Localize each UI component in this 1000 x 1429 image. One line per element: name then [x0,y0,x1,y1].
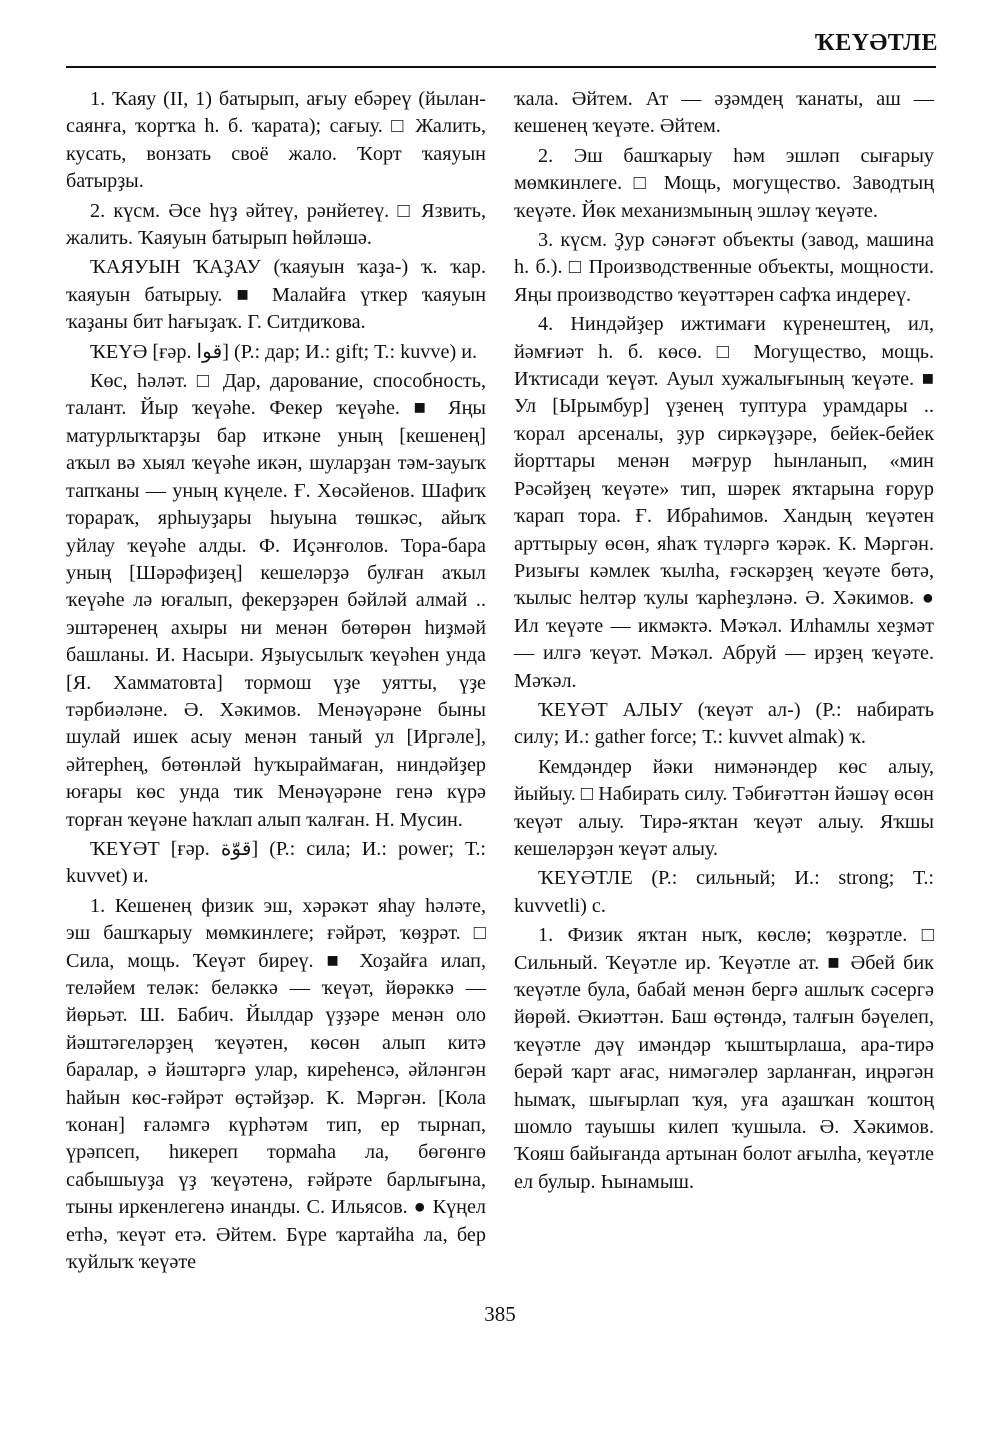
entry-paragraph: ҠЕҮӘТ [ғәр. قوّة] (Р.: сила; И.: power; Т.: kuvvet) и. [66,837,486,888]
header-rule [66,66,936,68]
entry-paragraph: 1. Физик яҡтан ныҡ, көслө; ҡөҙрәтле. □ Сильный. Ҡеүәтле ир. Ҡеүәтле ат. ■ Әбей бик ҡеүәтле була, бабай менән бергә ашлыҡ сәсергә йөрөй. Әкиәттән. Баш өҫтөндә, талғын бәүелеп, ҡеүәтле дәү имәндәр ҡыштырлаша, ара-тирә берәй ҡарт ағас, нимәгәлер зарланған, иңрәгән һымаҡ, шығырлап ҡуя, уға аҙашҡан ҡоштоң шомло тауышы килеп ҡушыла. Ә. Хәкимов. Ҡояш байығанда артынан болот ағылһа, ҡеүәтле ел булыр. Һынамыш. [514,924,934,1193]
entry-paragraph: 3. күсм. Ҙур сәнәғәт объекты (завод, машина һ. б.). □ Производственные объекты, мощности. Яңы производство ҡеүәттәрен сафҡа индереү. [514,229,934,306]
entry-paragraph: ҠЕҮӘ [ғәр. قوا] (Р.: дар; И.: gift; Т.: kuvve) и. [90,340,478,363]
entry-paragraph: 2. күсм. Әсе һүҙ әйтеү, рәнйетеү. □ Язвить, жалить. Ҡаяуын батырып һөйләшә. [66,199,486,250]
entry-paragraph: ҡала. Әйтем. Ат — әҙәмдең ҡанаты, аш — кешенең ҡеүәте. Әйтем. [514,88,934,138]
page-number: 385 [484,1302,516,1326]
right-column [514,86,934,1196]
entry-paragraph: 4. Ниндәйҙер ижтимағи күренештең, ил, йәмғиәт һ. б. көсө. □ Могущество, мощь. Иҡтисади ҡеүәт. Ауыл хужалығының ҡеүәте. ■ Ул [Ырымбур] үҙенең туптура урамдары .. ҡорал арсеналы, ҙур сиркәүҙәре, бейек-бейек йорттары менән мәғрур һынланып, «мин Рәсәйҙең ҡеүәте» тип, шәрек яҡтарына ғорур ҡарап тора. Ғ. Ибраһимов. Хандың ҡеүәтен арттырыу өсөн, яһаҡ түләргә ҡәрәк. К. Мәргән. Ризығы кәмлек ҡылһа, ғәскәрҙең ҡеүәте бөтә, ҡылыс һелтәр ҡулы ҡарһеҙләнә. Ә. Хәкимов. ● Ил ҡеүәте — икмәктә. Мәҡәл. Илһамлы хеҙмәт — илгә ҡеүәт. Мәҡәл. Абруй — ирҙең ҡеүәте. Мәҡәл. [514,313,934,692]
entry-paragraph: 1. Кешенең физик эш, хәрәкәт яһау һәләте, эш башҡарыу мөмкинлеге; ғәйрәт, ҡөҙрәт. □ Сила, мощь. Ҡеүәт биреү. ■ Хоҙайға илап, теләйем теләк: беләккә — ҡеүәт, йөрәккә — йөрьәт. Ш. Бабич. Йылдар үҙҙәре менән оло йәштәгеләрҙең ҡеүәтен, көсөн алып китә баралар, ә йәштәргә улар, киреһенсә, әйләнгән һайын көс-ғәйрәт өҫтәйҙәр. К. Мәргән. [Кола ҡонан] ғаләмгә күрһәтәм тип, ер тырнап, үрәпсеп, һикереп тормаһа ла, бөгөнгө сабышыуҙа үҙ ҡеүәтенә, ғәйрәте барлығына, тыны иркенлегенә инанды. С. Ильясов. ● Күңел етһә, ҡеүәт етә. Әйтем. Бүре ҡартайһа ла, бер ҡуйлыҡ ҡеүәте [66,894,486,1274]
entry-paragraph: ҠАЯУЫН ҠАҘАУ (ҡаяуын ҡаҙа-) ҡ. ҡар. ҡаяуын батырыу. ■ Малайға үткер ҡаяуын ҡаҙаны бит һағыҙаҡ. Г. Ситдиҡова. [66,256,486,334]
running-head: ҠЕҮӘТЛЕ [814,30,938,56]
entry-paragraph: 1. Ҡаяу (II, 1) батырып, ағыу ебәреү (йылан-саянға, ҡортҡа һ. б. ҡарата); сағыу. □ Жалить, кусать, вонзать своё жало. Ҡорт ҡаяуын батырҙы. [66,88,486,193]
entry-paragraph: Кемдәндер йәки нимәнәндер көс алыу, йыйыу. □ Набирать силу. Тәбиғәттән йәшәү өсөн ҡеүәт алыу. Тирә-яҡтан ҡеүәт алыу. Яҡшы кешеләрҙән ҡеүәт алыу. [514,755,934,860]
left-column [66,86,486,1276]
entry-paragraph: ҠЕҮӘТЛЕ (Р.: сильный; И.: strong; Т.: kuvvetli) с. [514,867,934,917]
entry-paragraph: ҠЕҮӘТ АЛЫУ (ҡеүәт ал-) (Р.: набирать силу; И.: gather force; Т.: kuvvet almak) ҡ. [514,698,934,749]
entry-paragraph: 2. Эш башҡарыу һәм эшләп сығарыу мөмкинлеге. □ Мощь, могущество. Заводтың ҡеүәте. Йөк механизмының эшләү ҡеүәте. [514,144,934,222]
entry-paragraph: Көс, һәләт. □ Дар, дарование, способность, талант. Йыр ҡеүәһе. Фекер ҡеүәһе. ■ Яңы матурлыҡтарҙы бар иткәне уның [кешенең] аҡыл вә хыял ҡеүәһе икән, шуларҙан тәм-зауыҡ тапҡаны — уның күңеле. Ғ. Хөсәйенов. Шафиҡ торараҡ, ярһыуҙары һыуына төшкәс, айыҡ уйлау ҡеүәһе алды. Ф. Иҫәнғолов. Тора-бара уның [Шәрәфиҙең] кешеләрҙә булған аҡыл ҡеүәһе лә юғалып, фекерҙәрен бәйләй алмай .. эштәренең ахыры ни менән бөтөрөн һиҙмәй башланы. И. Насыри. Яҙыусылыҡ ҡеүәһен унда [Я. Хамматовта] тормош үҙе уятты, үҙе тәрбиәләне. Ә. Хәкимов. Менәүәрәне быны шулай ишек асыу менән таный ул [Иргәле], әйтерһең, бөтөнләй һуҡыраймаған, ниндәйҙер юғары көс унда тик Менәүәрәне генә күрә торған ҡеүәне һаҡлап алып ҡалған. Н. Мусин. [66,370,486,831]
